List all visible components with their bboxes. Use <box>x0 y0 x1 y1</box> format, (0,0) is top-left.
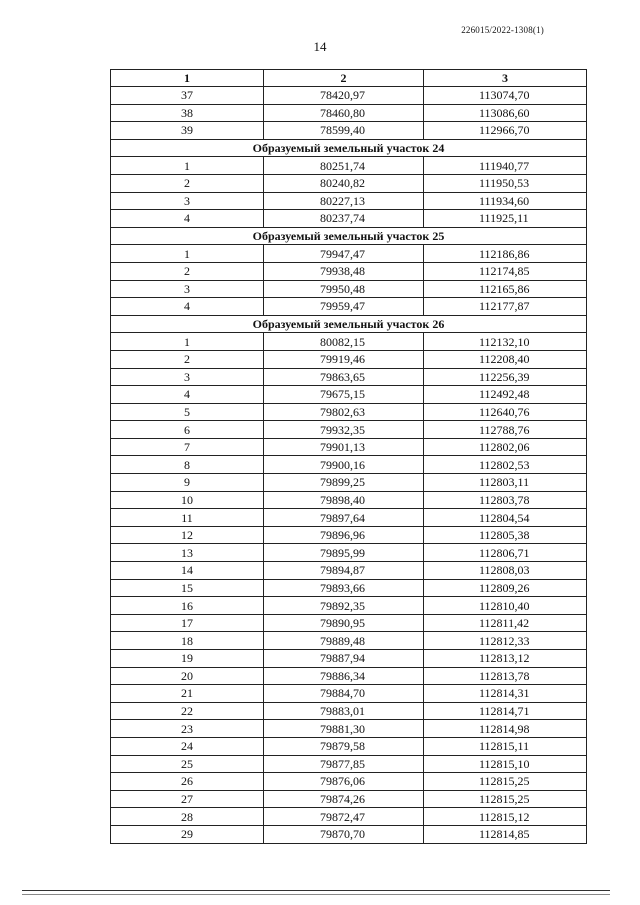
x-coordinate-cell: 79887,94 <box>264 650 424 668</box>
y-coordinate-cell: 112810,40 <box>424 597 587 615</box>
y-coordinate-cell: 112640,76 <box>424 403 587 421</box>
x-coordinate-cell: 79896,96 <box>264 526 424 544</box>
x-coordinate-cell: 79675,15 <box>264 386 424 404</box>
point-number-cell: 12 <box>111 526 264 544</box>
point-number-cell: 19 <box>111 650 264 668</box>
x-coordinate-cell: 79947,47 <box>264 245 424 263</box>
column-header-number: 1 <box>111 70 264 87</box>
table-row <box>111 262 587 280</box>
point-number-cell: 15 <box>111 579 264 597</box>
table-row <box>111 386 587 404</box>
point-number-cell: 22 <box>111 702 264 720</box>
table-header-row <box>111 70 587 87</box>
section-header-row <box>111 139 587 157</box>
x-coordinate-cell: 78460,80 <box>264 104 424 122</box>
y-coordinate-cell: 112815,12 <box>424 808 587 826</box>
x-coordinate-cell: 79879,58 <box>264 737 424 755</box>
point-number-cell: 7 <box>111 438 264 456</box>
y-coordinate-cell: 112812,33 <box>424 632 587 650</box>
x-coordinate-cell: 79870,70 <box>264 825 424 843</box>
y-coordinate-cell: 112814,71 <box>424 702 587 720</box>
table-row <box>111 368 587 386</box>
column-header-x: 2 <box>264 70 424 87</box>
table-row <box>111 544 587 562</box>
x-coordinate-cell: 79899,25 <box>264 474 424 492</box>
y-coordinate-cell: 112966,70 <box>424 122 587 140</box>
table-row <box>111 773 587 791</box>
table-row <box>111 421 587 439</box>
x-coordinate-cell: 79938,48 <box>264 262 424 280</box>
x-coordinate-cell: 79894,87 <box>264 562 424 580</box>
point-number-cell: 4 <box>111 298 264 316</box>
point-number-cell: 29 <box>111 825 264 843</box>
x-coordinate-cell: 79877,85 <box>264 755 424 773</box>
table-row <box>111 720 587 738</box>
point-number-cell: 16 <box>111 597 264 615</box>
x-coordinate-cell: 80251,74 <box>264 157 424 175</box>
y-coordinate-cell: 112802,53 <box>424 456 587 474</box>
y-coordinate-cell: 112805,38 <box>424 526 587 544</box>
table-row <box>111 685 587 703</box>
y-coordinate-cell: 111950,53 <box>424 174 587 192</box>
section-title: Образуемый земельный участок 26 <box>111 315 587 333</box>
point-number-cell: 1 <box>111 245 264 263</box>
x-coordinate-cell: 80082,15 <box>264 333 424 351</box>
page-number: 14 <box>313 39 327 54</box>
y-coordinate-cell: 112803,78 <box>424 491 587 509</box>
x-coordinate-cell: 79893,66 <box>264 579 424 597</box>
table-row <box>111 87 587 105</box>
table-row <box>111 122 587 140</box>
point-number-cell: 2 <box>111 350 264 368</box>
point-number-cell: 2 <box>111 174 264 192</box>
coordinates-table <box>110 69 587 844</box>
table-row <box>111 702 587 720</box>
y-coordinate-cell: 112174,85 <box>424 262 587 280</box>
table-row <box>111 245 587 263</box>
y-coordinate-cell: 112132,10 <box>424 333 587 351</box>
point-number-cell: 37 <box>111 87 264 105</box>
table-row <box>111 280 587 298</box>
y-coordinate-cell: 112813,12 <box>424 650 587 668</box>
x-coordinate-cell: 79889,48 <box>264 632 424 650</box>
x-coordinate-cell: 79932,35 <box>264 421 424 439</box>
point-number-cell: 27 <box>111 790 264 808</box>
y-coordinate-cell: 112815,11 <box>424 737 587 755</box>
x-coordinate-cell: 79950,48 <box>264 280 424 298</box>
point-number-cell: 11 <box>111 509 264 527</box>
table-row <box>111 667 587 685</box>
table-row <box>111 597 587 615</box>
point-number-cell: 3 <box>111 280 264 298</box>
table-row <box>111 456 587 474</box>
y-coordinate-cell: 112804,54 <box>424 509 587 527</box>
x-coordinate-cell: 79892,35 <box>264 597 424 615</box>
x-coordinate-cell: 79884,70 <box>264 685 424 703</box>
table-row <box>111 474 587 492</box>
point-number-cell: 13 <box>111 544 264 562</box>
table-row <box>111 562 587 580</box>
scan-edge-line <box>22 890 610 891</box>
y-coordinate-cell: 112802,06 <box>424 438 587 456</box>
table-row <box>111 509 587 527</box>
x-coordinate-cell: 79876,06 <box>264 773 424 791</box>
y-coordinate-cell: 112815,25 <box>424 790 587 808</box>
table-row <box>111 614 587 632</box>
table-row <box>111 579 587 597</box>
section-header-row <box>111 227 587 245</box>
y-coordinate-cell: 112815,25 <box>424 773 587 791</box>
y-coordinate-cell: 111940,77 <box>424 157 587 175</box>
table-body <box>111 87 587 844</box>
y-coordinate-cell: 112814,85 <box>424 825 587 843</box>
point-number-cell: 25 <box>111 755 264 773</box>
point-number-cell: 14 <box>111 562 264 580</box>
y-coordinate-cell: 112788,76 <box>424 421 587 439</box>
x-coordinate-cell: 79959,47 <box>264 298 424 316</box>
point-number-cell: 6 <box>111 421 264 439</box>
table-row <box>111 104 587 122</box>
point-number-cell: 38 <box>111 104 264 122</box>
y-coordinate-cell: 113086,60 <box>424 104 587 122</box>
point-number-cell: 9 <box>111 474 264 492</box>
x-coordinate-cell: 78420,97 <box>264 87 424 105</box>
table-row <box>111 650 587 668</box>
table-row <box>111 157 587 175</box>
y-coordinate-cell: 112492,48 <box>424 386 587 404</box>
point-number-cell: 10 <box>111 491 264 509</box>
y-coordinate-cell: 112165,86 <box>424 280 587 298</box>
point-number-cell: 1 <box>111 157 264 175</box>
point-number-cell: 4 <box>111 210 264 228</box>
point-number-cell: 24 <box>111 737 264 755</box>
point-number-cell: 28 <box>111 808 264 826</box>
point-number-cell: 39 <box>111 122 264 140</box>
x-coordinate-cell: 79901,13 <box>264 438 424 456</box>
x-coordinate-cell: 79897,64 <box>264 509 424 527</box>
point-number-cell: 23 <box>111 720 264 738</box>
x-coordinate-cell: 80237,74 <box>264 210 424 228</box>
point-number-cell: 8 <box>111 456 264 474</box>
x-coordinate-cell: 79883,01 <box>264 702 424 720</box>
section-title: Образуемый земельный участок 24 <box>111 139 587 157</box>
x-coordinate-cell: 78599,40 <box>264 122 424 140</box>
x-coordinate-cell: 79874,26 <box>264 790 424 808</box>
y-coordinate-cell: 112803,11 <box>424 474 587 492</box>
point-number-cell: 20 <box>111 667 264 685</box>
section-title: Образуемый земельный участок 25 <box>111 227 587 245</box>
table-row <box>111 333 587 351</box>
section-header-row <box>111 315 587 333</box>
document-id: 226015/2022-1308(1) <box>461 25 544 35</box>
table-row <box>111 403 587 421</box>
table-row <box>111 790 587 808</box>
point-number-cell: 4 <box>111 386 264 404</box>
x-coordinate-cell: 80240,82 <box>264 174 424 192</box>
y-coordinate-cell: 112186,86 <box>424 245 587 263</box>
table-row <box>111 808 587 826</box>
y-coordinate-cell: 112177,87 <box>424 298 587 316</box>
x-coordinate-cell: 79872,47 <box>264 808 424 826</box>
x-coordinate-cell: 79890,95 <box>264 614 424 632</box>
y-coordinate-cell: 112811,42 <box>424 614 587 632</box>
point-number-cell: 2 <box>111 262 264 280</box>
scan-edge-line <box>22 894 610 895</box>
table-row <box>111 632 587 650</box>
y-coordinate-cell: 112808,03 <box>424 562 587 580</box>
y-coordinate-cell: 111934,60 <box>424 192 587 210</box>
x-coordinate-cell: 80227,13 <box>264 192 424 210</box>
x-coordinate-cell: 79900,16 <box>264 456 424 474</box>
y-coordinate-cell: 113074,70 <box>424 87 587 105</box>
x-coordinate-cell: 79881,30 <box>264 720 424 738</box>
y-coordinate-cell: 112809,26 <box>424 579 587 597</box>
table-row <box>111 298 587 316</box>
y-coordinate-cell: 112806,71 <box>424 544 587 562</box>
y-coordinate-cell: 112814,31 <box>424 685 587 703</box>
point-number-cell: 18 <box>111 632 264 650</box>
table-row <box>111 210 587 228</box>
point-number-cell: 3 <box>111 368 264 386</box>
point-number-cell: 26 <box>111 773 264 791</box>
y-coordinate-cell: 112256,39 <box>424 368 587 386</box>
point-number-cell: 1 <box>111 333 264 351</box>
y-coordinate-cell: 112815,10 <box>424 755 587 773</box>
x-coordinate-cell: 79863,65 <box>264 368 424 386</box>
table-row <box>111 737 587 755</box>
table-row <box>111 526 587 544</box>
table-row <box>111 825 587 843</box>
table-row <box>111 755 587 773</box>
point-number-cell: 21 <box>111 685 264 703</box>
y-coordinate-cell: 112208,40 <box>424 350 587 368</box>
point-number-cell: 5 <box>111 403 264 421</box>
y-coordinate-cell: 112814,98 <box>424 720 587 738</box>
table-row <box>111 491 587 509</box>
x-coordinate-cell: 79802,63 <box>264 403 424 421</box>
y-coordinate-cell: 112813,78 <box>424 667 587 685</box>
table-row <box>111 174 587 192</box>
table-row <box>111 350 587 368</box>
x-coordinate-cell: 79898,40 <box>264 491 424 509</box>
point-number-cell: 3 <box>111 192 264 210</box>
table-row <box>111 438 587 456</box>
x-coordinate-cell: 79919,46 <box>264 350 424 368</box>
table-row <box>111 192 587 210</box>
column-header-y: 3 <box>424 70 587 87</box>
x-coordinate-cell: 79895,99 <box>264 544 424 562</box>
y-coordinate-cell: 111925,11 <box>424 210 587 228</box>
point-number-cell: 17 <box>111 614 264 632</box>
x-coordinate-cell: 79886,34 <box>264 667 424 685</box>
